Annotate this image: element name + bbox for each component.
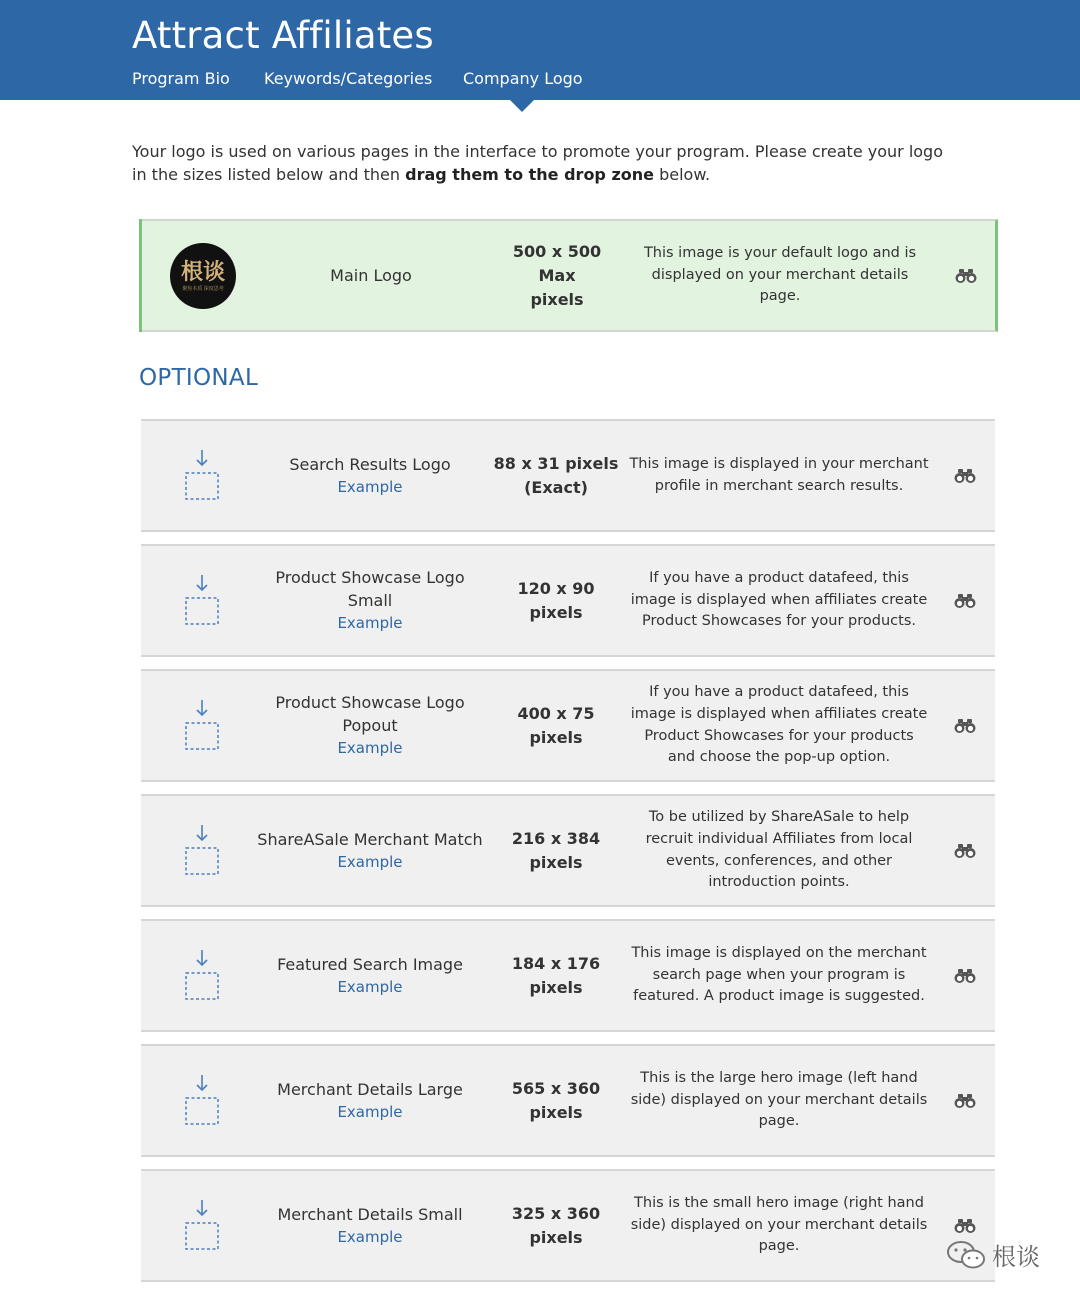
example-link[interactable]: Example <box>337 1102 403 1121</box>
logo-name <box>251 1046 489 1155</box>
logo-size: 120 x 90 pixels <box>517 578 595 622</box>
logo-name <box>251 671 489 780</box>
binoculars-icon[interactable] <box>941 1046 989 1155</box>
optional-heading: OPTIONAL <box>139 365 259 391</box>
drop-zone[interactable] <box>161 1046 243 1155</box>
logo-size: 325 x 360 pixels <box>511 1203 601 1247</box>
logo-name-line1: Product Showcase Logo <box>275 568 465 587</box>
binoculars-icon[interactable] <box>941 921 989 1030</box>
logo-size: 184 x 176 pixels <box>511 953 601 997</box>
logo-description: If you have a product datafeed, this image is displayed when affiliates create Product Showcases for your products. <box>630 569 928 630</box>
logo-row[interactable] <box>141 1044 995 1157</box>
binoculars-icon[interactable] <box>941 796 989 905</box>
logo-name-line1: Product Showcase Logo <box>275 693 465 712</box>
example-link[interactable]: Example <box>337 977 403 996</box>
logo-size: 400 x 75 pixels <box>517 703 595 747</box>
example-link[interactable]: Example <box>337 477 403 496</box>
header-bar <box>0 0 1080 100</box>
drop-zone[interactable] <box>161 546 243 655</box>
logo-name <box>251 796 489 905</box>
logo-row[interactable] <box>141 794 995 907</box>
tab-keywords-categories[interactable]: Keywords/Categories <box>264 69 433 88</box>
logo-size: 88 x 31 pixels (Exact) <box>493 453 619 497</box>
page-title: Attract Affiliates <box>132 14 434 57</box>
intro-text: Your logo is used on various pages in the interface to promote your program. Please create your logo in the sizes listed below and then drag them to the drop zone below. <box>132 142 943 184</box>
drop-zone[interactable] <box>161 671 243 780</box>
drop-zone-icon[interactable] <box>182 1197 222 1255</box>
drop-zone[interactable] <box>161 1171 243 1280</box>
example-link[interactable]: Example <box>337 739 403 757</box>
logo-description: If you have a product datafeed, this image is displayed when affiliates create Product Showcases for your products and choose the pop-up option. <box>630 684 928 766</box>
logo-row[interactable] <box>141 419 995 532</box>
tab-program-bio[interactable]: Program Bio <box>132 69 230 88</box>
watermark-text: 根谈 <box>992 1243 1040 1271</box>
logo-name <box>251 421 489 530</box>
logo-description: To be utilized by ShareASale to help recruit individual Affiliates from local events, conferences, and other introduction points. <box>645 809 913 891</box>
example-link[interactable]: Example <box>337 1227 403 1246</box>
example-link[interactable]: Example <box>337 614 403 632</box>
logo-name-line1: ShareASale Merchant Match <box>257 829 483 849</box>
logo-size: 565 x 360 pixels <box>511 1078 601 1122</box>
logo-description: This is the small hero image (right hand side) displayed on your merchant details page. <box>630 1194 928 1255</box>
logo-name <box>251 1171 489 1280</box>
logo-description: This is the large hero image (left hand side) displayed on your merchant details page. <box>630 1069 928 1130</box>
logo-description: This image is displayed on the merchant search page when your program is featured. A product image is suggested. <box>631 944 927 1005</box>
drop-zone-icon[interactable] <box>182 697 222 755</box>
logo-name-line1: Merchant Details Large <box>277 1079 463 1099</box>
company-logo-image: 根谈 聚焦本质 深度思考 <box>170 243 236 309</box>
drop-zone[interactable] <box>161 921 243 1030</box>
drop-zone-icon[interactable] <box>182 947 222 1005</box>
drop-zone-icon[interactable] <box>182 1072 222 1130</box>
main-logo-size: 500 x 500 Max pixels <box>512 241 602 309</box>
main-logo-row[interactable] <box>139 219 998 332</box>
logo-name <box>251 546 489 655</box>
main-logo-image-cell <box>162 221 244 330</box>
logo-row[interactable] <box>141 669 995 782</box>
active-tab-indicator <box>509 99 535 112</box>
logo-description: This image is displayed in your merchant profile in merchant search results. <box>629 455 929 494</box>
logo-size: 216 x 384 pixels <box>511 828 601 872</box>
logo-name-line1: Merchant Details Small <box>277 1204 463 1224</box>
drop-zone[interactable] <box>161 421 243 530</box>
drop-zone-icon[interactable] <box>182 822 222 880</box>
logo-row[interactable] <box>141 1169 995 1282</box>
binoculars-icon[interactable] <box>941 671 989 780</box>
logo-name-line2: Popout <box>342 716 398 735</box>
main-logo-description: This image is your default logo and is displayed on your merchant details page. <box>643 244 917 305</box>
intro-emphasis: drag them to the drop zone <box>405 165 654 184</box>
logo-row[interactable] <box>141 544 995 657</box>
binoculars-icon[interactable] <box>941 421 989 530</box>
main-logo-name: Main Logo <box>330 266 412 285</box>
wechat-icon <box>946 1239 988 1271</box>
drop-zone-icon[interactable] <box>182 572 222 630</box>
watermark <box>946 1237 1040 1272</box>
logo-name-line2: Small <box>347 591 393 610</box>
logo-name-line1: Featured Search Image <box>277 954 463 974</box>
logo-name-line1: Search Results Logo <box>289 454 451 474</box>
binoculars-icon[interactable] <box>941 546 989 655</box>
logo-row[interactable] <box>141 919 995 1032</box>
drop-zone-icon[interactable] <box>182 447 222 505</box>
binoculars-icon[interactable] <box>942 221 990 330</box>
example-link[interactable]: Example <box>337 852 403 871</box>
drop-zone[interactable] <box>161 796 243 905</box>
tab-company-logo[interactable]: Company Logo <box>463 69 583 88</box>
logo-name <box>251 921 489 1030</box>
